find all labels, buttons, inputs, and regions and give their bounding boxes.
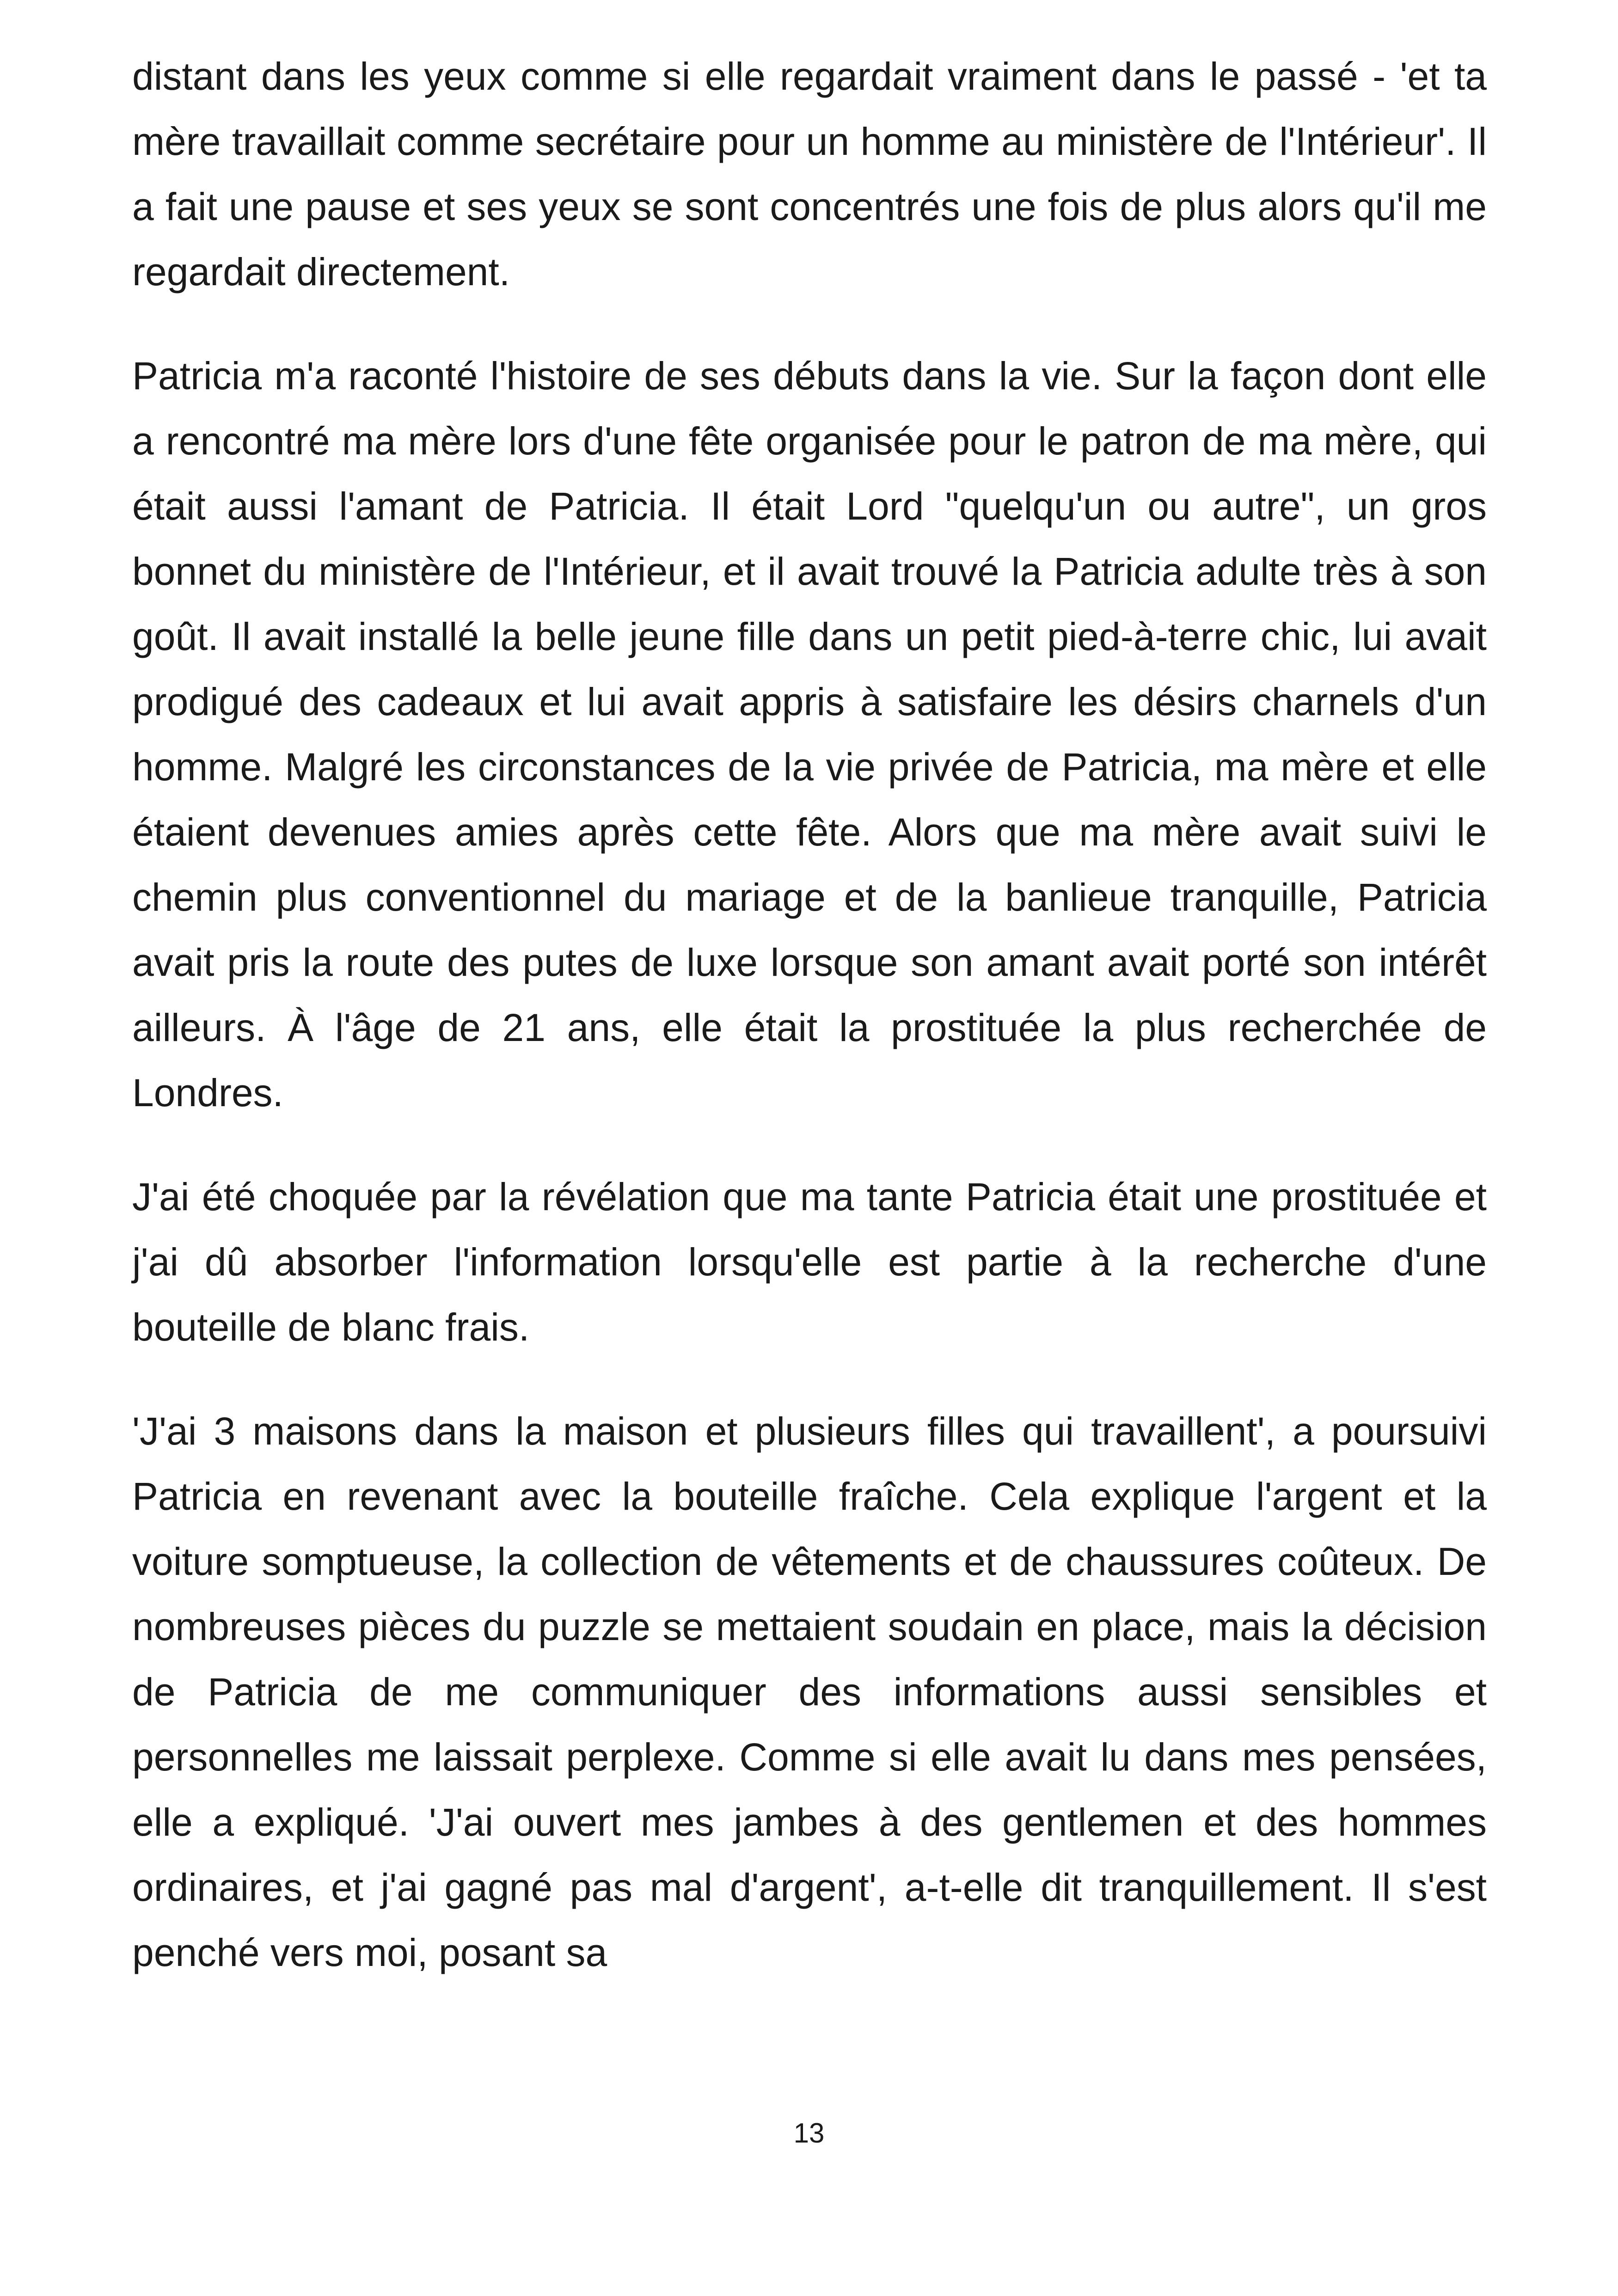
paragraph-2: Patricia m'a raconté l'histoire de ses débuts dans la vie. Sur la façon dont elle a rencontré ma mère lors d'une fête organisée pour le patron de ma mère, qui était aussi l'amant de Patricia. Il était Lord "quelqu'un ou autre", un gros bonnet du ministère de l'Intérieur, et il avait trouvé la Patricia adulte très à son goût. Il avait installé la belle jeune fille dans un petit pied-à-terre chic, lui avait prodigué des cadeaux et lui avait appris à satisfaire les désirs charnels d'un homme. Malgré les circonstances de la vie privée de Patricia, ma mère et elle étaient devenues amies après cette fête. Alors que ma mère avait suivi le chemin plus conventionnel du mariage et de la banlieue tranquille, Patricia avait pris la route des putes de luxe lorsque son amant avait porté son intérêt ailleurs. À l'âge de 21 ans, elle était la prostituée la plus recherchée de Londres. xyxy=(132,354,1487,1114)
body-text xyxy=(132,44,1487,1985)
paragraph-1: distant dans les yeux comme si elle regardait vraiment dans le passé - 'et ta mère travaillait comme secrétaire pour un homme au ministère de l'Intérieur'. Il a fait une pause et ses yeux se sont concentrés une fois de plus alors qu'il me regardait directement. xyxy=(132,55,1487,294)
paragraph-4: 'J'ai 3 maisons dans la maison et plusieurs filles qui travaillent', a poursuivi Patricia en revenant avec la bouteille fraîche. Cela explique l'argent et la voiture somptueuse, la collection de vêtements et de chaussures coûteux. De nombreuses pièces du puzzle se mettaient soudain en place, mais la décision de Patricia de me communiquer des informations aussi sensibles et personnelles me laissait perplexe. Comme si elle avait lu dans mes pensées, elle a expliqué. 'J'ai ouvert mes jambes à des gentlemen et des hommes ordinaires, et j'ai gagné pas mal d'argent', a-t-elle dit tranquillement. Il s'est penché vers moi, posant sa xyxy=(132,1409,1487,1974)
page-number: 13 xyxy=(793,2118,825,2149)
paragraph-3: J'ai été choquée par la révélation que ma tante Patricia était une prostituée et j'ai dû absorber l'information lorsqu'elle est partie à la recherche d'une bouteille de blanc frais. xyxy=(132,1175,1487,1349)
